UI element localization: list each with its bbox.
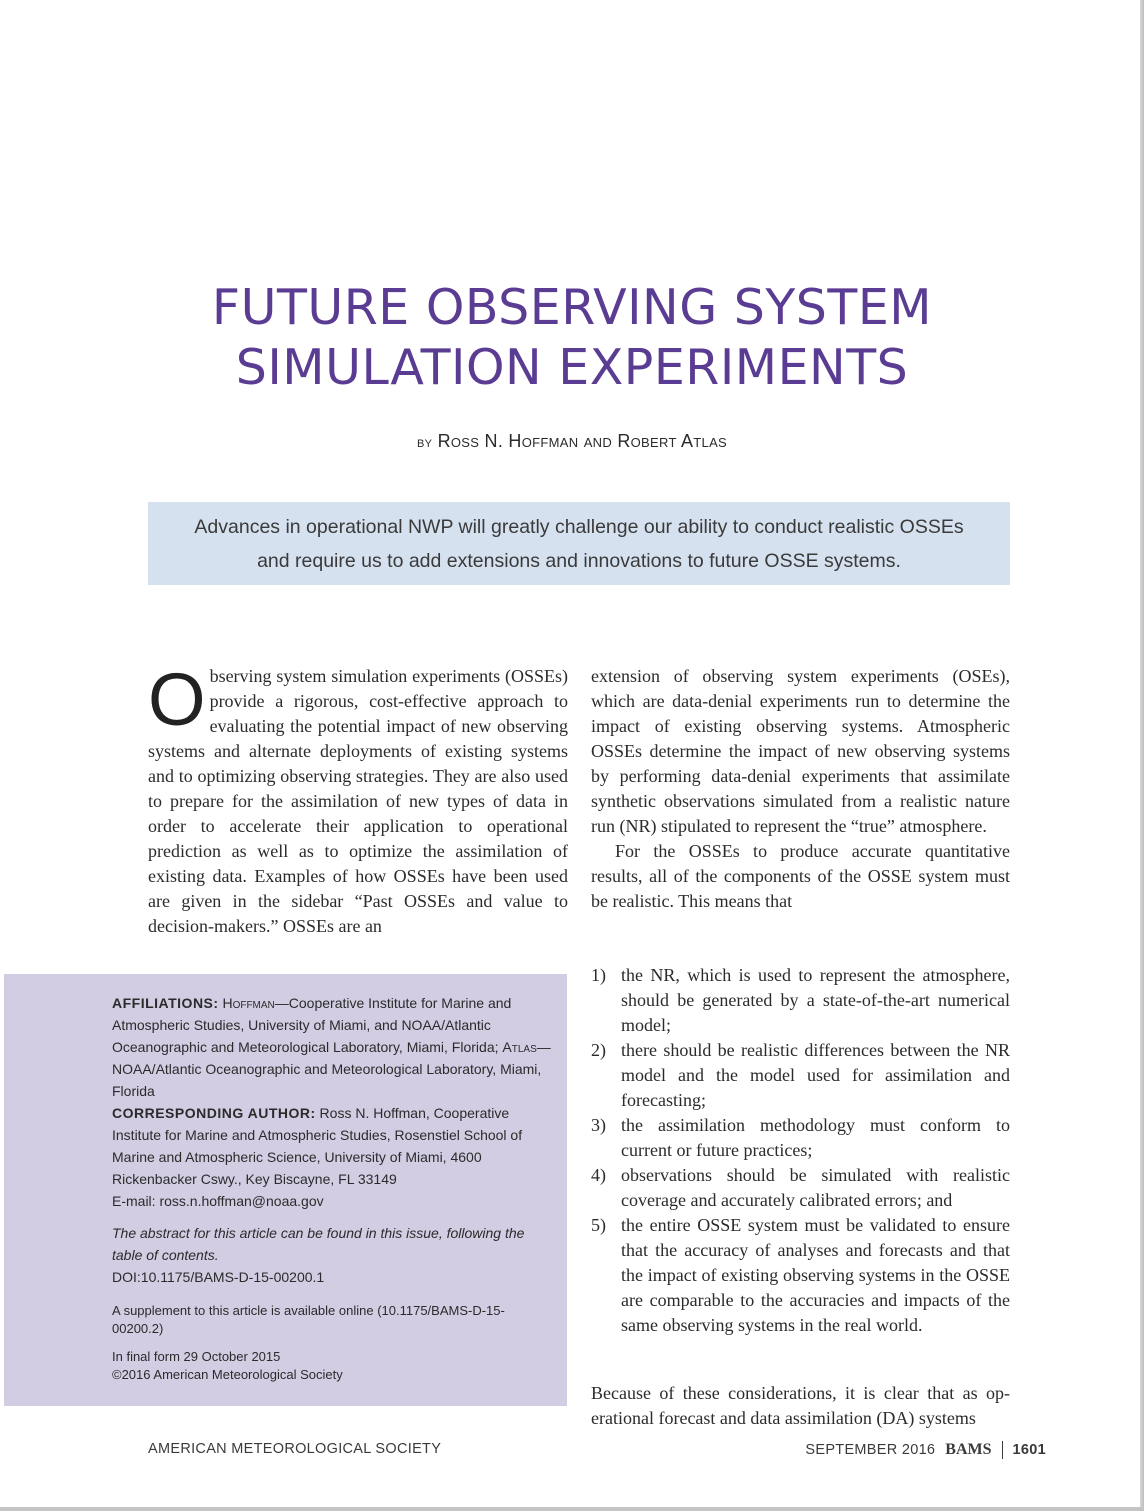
paragraph-ose: extension of observing system experiments (OSEs), which are data-denial experiments run to determine the impact of existing observing systems. Atmospheric OSSEs determine the impact of new observing systems by performing data-denial experiments that assimilate synthetic observations simulated from a realistic nature run (NR) stipulated to represent the “true” atmosphere. [591, 666, 1010, 836]
affiliation-atlas: —NOAA/Atlantic Oceanographic and Meteorological Laboratory, Miami, Florida [112, 1039, 551, 1099]
list-number: 4) [591, 1165, 606, 1185]
list-text: the entire OSSE system must be validated to ensure that the accuracy of analyses and forecasts and that the impact of existing observing systems in the OSSE are comparable to the accuracies and impacts of the same observing systems in the real world. [621, 1215, 1010, 1335]
requirements-list [591, 963, 1010, 1338]
list-number: 1) [591, 965, 606, 985]
corresponding-author-block [112, 1102, 553, 1190]
email-line[interactable]: E-mail: ross.n.hoffman@noaa.gov [112, 1193, 324, 1209]
summary-callout [148, 502, 1010, 585]
list-number: 5) [591, 1215, 606, 1235]
paragraph-considerations: Because of these considerations, it is clear that as operational forecast and data assimilation (DA) systems [591, 1383, 1010, 1428]
doi-line[interactable]: DOI:10.1175/BAMS-D-15-00200.1 [112, 1269, 325, 1285]
list-item [591, 1038, 1010, 1113]
body-column-left [148, 658, 568, 939]
page-edge-bottom [0, 1507, 1144, 1511]
footer-divider [1002, 1441, 1003, 1459]
affiliation-hoffman: —Cooperative Institute for Marine and Atmospheric Studies, University of Miami, and NOAA/Atlantic Oceanographic and Meteorological Laboratory, Miami, Florida; [112, 995, 512, 1055]
body-column-right [591, 664, 1010, 914]
affiliation-name-atlas: Atlas [502, 1039, 537, 1055]
footer-date: SEPTEMBER 2016 [805, 1442, 936, 1458]
affiliations-label: AFFILIATIONS: [112, 995, 219, 1011]
list-number: 3) [591, 1115, 606, 1135]
list-item [591, 1213, 1010, 1338]
page-number: 1601 [1012, 1442, 1046, 1458]
intro-text: bserving system simulation experiments (OSSEs) provide a rigorous, cost-effective approach to evaluating the potential impact of new observing systems and alternate deployments of existing systems and to optimizing observing strategies. They are also used to prepare for the assimilation of new types of data in order to accelerate their application to operational prediction as well as to optimize the assimilation of existing data. Examples of how OSSEs have been used are given in the sidebar “Past OSSEs and value to decision-makers.” OSSEs are an [148, 666, 568, 936]
journal-logo: BAMS [945, 1441, 992, 1458]
list-item [591, 1113, 1010, 1163]
list-text: the assimilation methodology must conform to current or future practices; [621, 1115, 1010, 1160]
byline [0, 431, 1144, 452]
list-number: 2) [591, 1040, 606, 1060]
paragraph-realism: For the OSSEs to produce accurate quantitative results, all of the components of the OSSE system must be realistic. This means that [591, 841, 1010, 911]
list-text: there should be realistic differences between the NR model and the model used for assimilation and forecasting; [621, 1040, 1010, 1110]
callout-line-1: Advances in operational NWP will greatly challenge our ability to conduct realistic OSSEs [194, 515, 964, 538]
final-form-date: In final form 29 October 2015 [112, 1349, 281, 1364]
title-line-1: FUTURE OBSERVING SYSTEM [211, 279, 933, 336]
affiliations-sidebar [4, 974, 567, 1406]
drop-cap: O [148, 658, 206, 741]
list-item [591, 963, 1010, 1038]
corresponding-author-text: Ross N. Hoffman, Cooperative Institute for Marine and Atmospheric Studies, Rosenstiel School of Marine and Atmospheric Science, University of Miami, 4600 Rickenbacker Cswy., Key Biscayne, FL 33149 [112, 1105, 523, 1187]
footer-folio [805, 1441, 1046, 1459]
title-line-2: SIMULATION EXPERIMENTS [235, 339, 909, 396]
list-text: observations should be simulated with realistic coverage and accurately calibrated errors; and [621, 1165, 1010, 1210]
footer-society: AMERICAN METEOROLOGICAL SOCIETY [148, 1441, 442, 1457]
byline-by: by [416, 434, 433, 451]
copyright-line: ©2016 American Meteorological Society [112, 1367, 343, 1382]
abstract-note-text: The abstract for this article can be found in this issue, following the table of contents. [112, 1225, 525, 1263]
affiliation-name-hoffman: Hoffman [222, 995, 275, 1011]
callout-line-2: and require us to add extensions and innovations to future OSSE systems. [257, 549, 901, 572]
supplement-note: A supplement to this article is available online (10.1175/BAMS-D-15-00200.2) [112, 1303, 505, 1336]
abstract-note [112, 1222, 553, 1266]
affiliations-block [112, 992, 553, 1102]
list-item [591, 1163, 1010, 1213]
list-text: the NR, which is used to represent the atmosphere, should be generated by a state-of-the-art numerical model; [621, 965, 1010, 1035]
page-edge [1140, 0, 1144, 1511]
byline-authors: Ross N. Hoffman and Robert Atlas [437, 431, 728, 451]
intro-paragraph [148, 658, 568, 939]
corresponding-author-label: CORRESPONDING AUTHOR: [112, 1105, 316, 1121]
article-title [0, 278, 1144, 398]
